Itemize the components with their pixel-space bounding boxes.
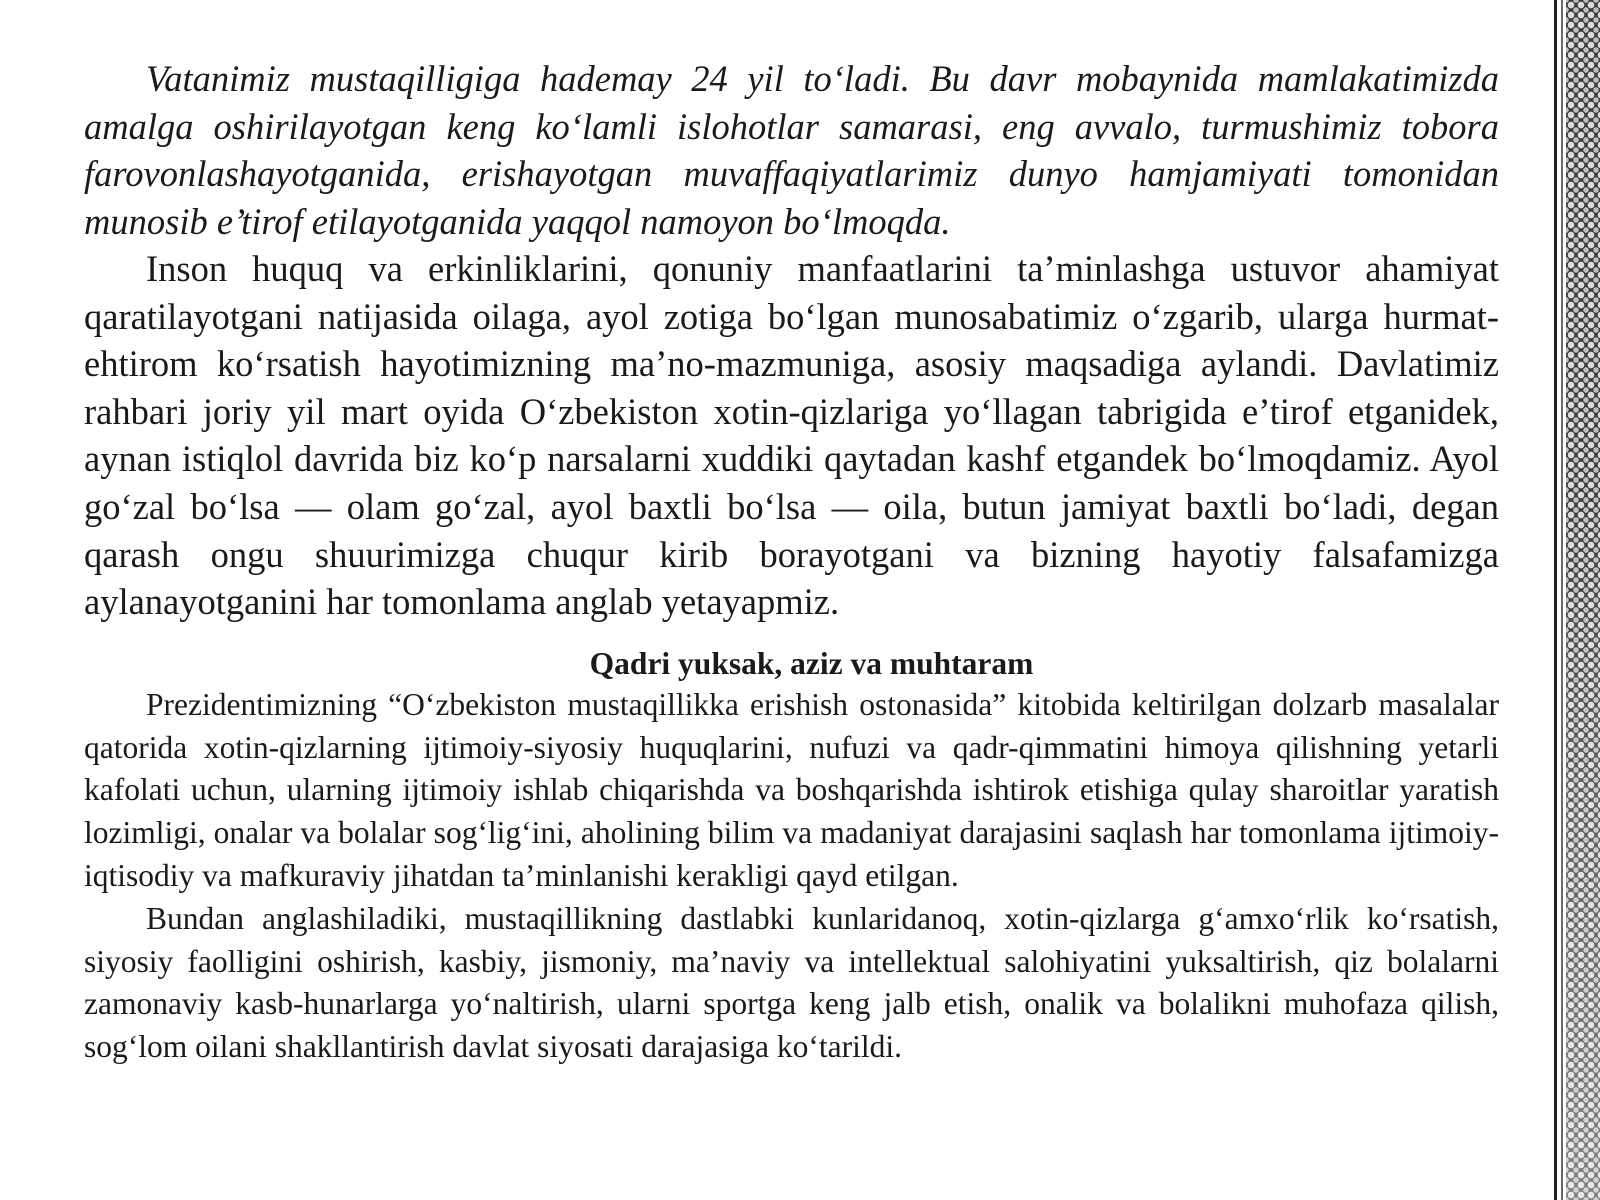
president-book-paragraph: Prezidentimizning “O‘zbekiston mustaqillikka erishish ostonasida” kitobida keltirilgan dolzarb masalalar qatorida xotin-qizlarning ijtimoiy-siyosiy huquqlarini, nufuzi va qadr-qimmatini himoya qilishning yetarli kafolati uchun, ularning ijtimoiy ishlab chiqarishda va boshqarishda ishtirok etishiga qulay sharoitlar yaratish lozimligi, onalar va bolalar sog‘lig‘ini, aholining bilim va madaniyat darajasini saqlash har tomonlama ijtimoiy-iqtisodiy va mafkuraviy jihatdan ta’minlanishi kerakligi qayd etilgan. (84, 686, 1499, 893)
decorative-right-border (1554, 0, 1600, 1200)
border-line-outer (1554, 0, 1557, 1200)
dot-pattern-strip (1566, 0, 1600, 1200)
section-heading: Qadri yuksak, aziz va muhtaram (589, 645, 1034, 681)
article-body (84, 55, 1499, 1069)
border-line-inner (1561, 0, 1563, 1200)
rights-paragraph: Inson huquq va erkinliklarini, qonuniy manfaatlarini ta’minlashga ustuvor ahamiyat qaratilayotgani natijasida oilaga, ayol zotiga bo‘lgan munosabatimiz o‘zgarib, ularga hurmat-ehtirom ko‘rsatish hayotimizning ma’no-mazmuniga, asosiy maqsadiga aylandi. Davlatimiz rahbari joriy yil mart oyida O‘zbekiston xotin-qizlariga yo‘llagan tabrigida e’tirof etganidek, aynan istiqlol davrida biz ko‘p narsalarni xuddiki qaytadan kashf etgandek bo‘lmoqdamiz. Ayol go‘zal bo‘lsa — olam go‘zal, ayol baxtli bo‘lsa — oila, butun jamiyat baxtli bo‘ladi, degan qarash ongu shuurimizga chuqur kirib borayotgani va bizning hayotiy falsafamizga aylanayotganini har tomonlama anglab yetayapmiz. (84, 248, 1499, 623)
conclusion-paragraph: Bundan anglashiladiki, mustaqillikning dastlabki kunlaridanoq, xotin-qizlarga g‘amxo‘rlik ko‘rsatish, siyosiy faolligini oshirish, kasbiy, jismoniy, ma’naviy va intellektual salohiyatini yuksaltirish, qiz bolalarni zamonaviy kasb-hunarlarga yo‘naltirish, ularni sportga keng jalb etish, onalik va bolalikni muhofaza qilish, sog‘lom oilani shakllantirish davlat siyosati darajasiga ko‘tarildi. (84, 900, 1499, 1065)
intro-paragraph: Vatanimiz mustaqilligiga hademay 24 yil to‘ladi. Bu davr mobaynida mamlakatimizda amalga oshirilayotgan keng ko‘lamli islohotlar samarasi, eng avvalo, turmushimiz tobora farovonlashayotganida, erishayotgan muvaffaqiyatlarimiz dunyo hamjamiyati tomonidan munosib e’tirof etilayotganida yaqqol namoyon bo‘lmoqda. (84, 58, 1499, 242)
